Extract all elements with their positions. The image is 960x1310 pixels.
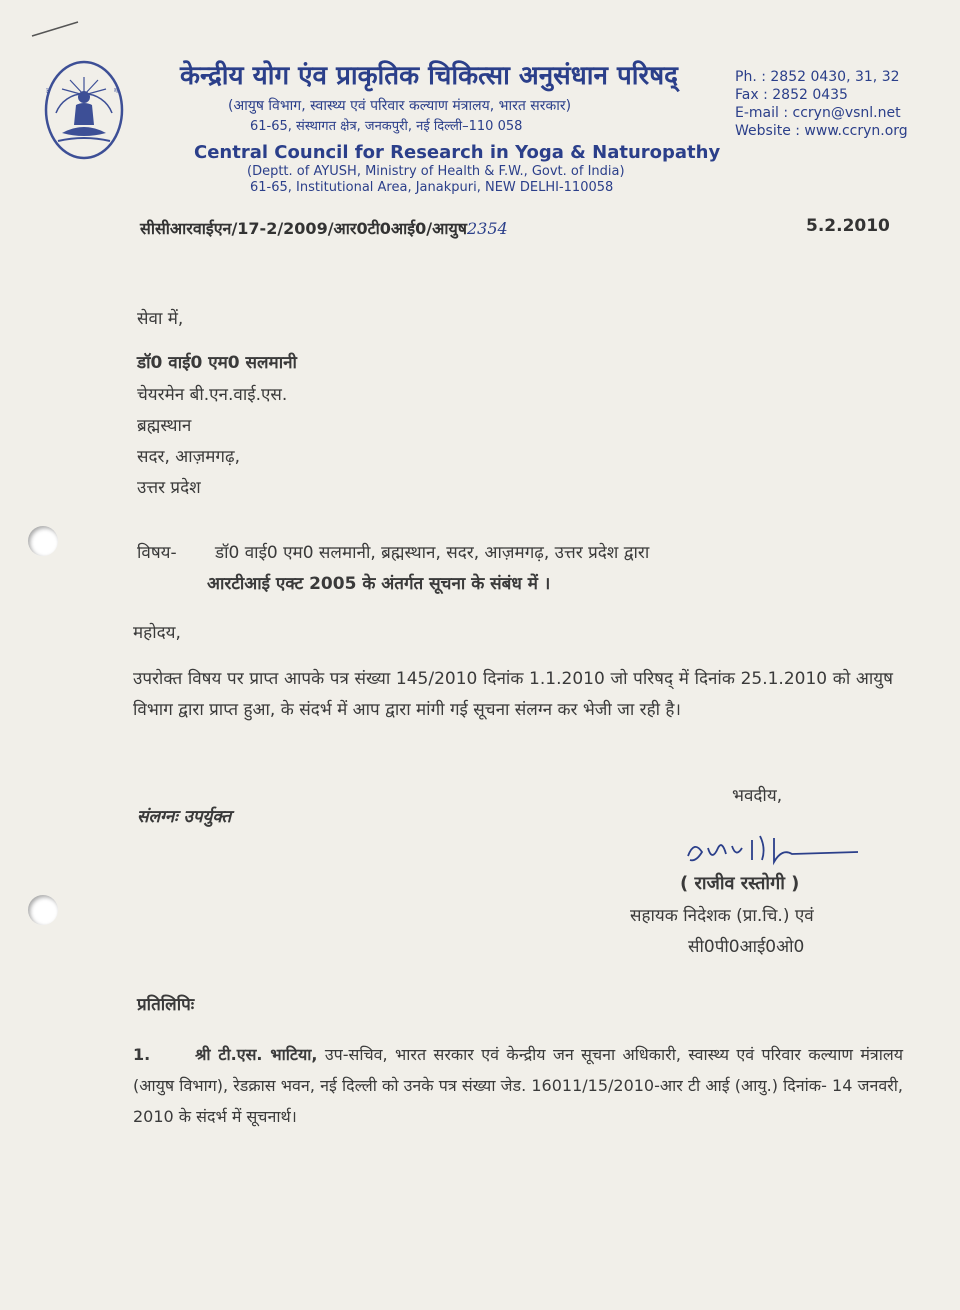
handwritten-signature-icon — [682, 818, 862, 878]
org-name-hindi: केन्द्रीय योग एंव प्राकृतिक चिकित्सा अनुसंधान परिषद् — [180, 61, 678, 91]
pen-mark-icon — [30, 18, 80, 38]
salutation-to: सेवा में, — [137, 309, 184, 329]
recipient-address-line2: सदर, आज़मगढ़, — [137, 447, 240, 467]
address-english: 61-65, Institutional Area, Janakpuri, NEW DELHI-110058 — [250, 180, 614, 195]
recipient-designation: चेयरमेन बी.एन.वाई.एस. — [137, 385, 288, 405]
phone: Ph. : 2852 0430, 31, 32 — [735, 69, 900, 85]
copy-to-label: प्रतिलिपिः — [137, 995, 195, 1015]
recipient-name: डॉ0 वाई0 एम0 सलमानी — [137, 353, 297, 373]
ministry-english: (Deptt. of AYUSH, Ministry of Health & F.W., Govt. of India) — [247, 164, 625, 179]
fax: Fax : 2852 0435 — [735, 87, 848, 103]
enclosure: संलग्नः उपर्युक्त — [137, 807, 232, 827]
punch-hole — [28, 526, 58, 556]
contact-block — [735, 68, 908, 140]
ministry-hindi: (आयुष विभाग, स्वास्थ्य एवं परिवार कल्याण मंत्रालय, भारत सरकार) — [228, 98, 572, 114]
letter-date: 5.2.2010 — [806, 216, 890, 236]
signatory-designation1: सहायक निदेशक (प्रा.चि.) एवं — [630, 906, 814, 926]
copy-number: 1. — [133, 1045, 151, 1064]
email: E-mail : ccryn@vsnl.net — [735, 105, 901, 121]
yoga-meditation-logo-icon — [22, 55, 162, 165]
subject-line1: डॉ0 वाई0 एम0 सलमानी, ब्रह्मस्थान, सदर, आज़मगढ़, उत्तर प्रदेश द्वारा — [215, 543, 650, 563]
subject-label: विषय- — [137, 543, 177, 563]
signatory-designation2: सी0पी0आई0ओ0 — [688, 937, 805, 957]
subject-line2: आरटीआई एक्ट 2005 के अंतर्गत सूचना के संबंध में । — [207, 574, 551, 594]
ref-printed: सीसीआरवाईएन/17-2/2009/आर0टी0आई0/आयुष — [140, 219, 467, 238]
org-name-english: Central Council for Research in Yoga & Naturopathy — [194, 142, 721, 163]
copy-name: श्री टी.एस. भाटिया, — [195, 1045, 318, 1064]
copy-text: उप-सचिव, भारत सरकार एवं केन्द्रीय जन सूचना अधिकारी, स्वास्थ्य एवं परिवार कल्याण मंत्रालय (आयुष विभाग), रेडक्रास भवन, नई दिल्ली को उनके पत्र संख्या जेड. 16011/15/2010-आर टी आई (आयु.) दिनांक- 14 जनवरी, 2010 के संदर्भ में सूचनार्थ। — [133, 1045, 904, 1126]
svg-text:ज्ञ: ज्ञ — [46, 87, 51, 95]
recipient-address-line1: ब्रह्मस्थान — [137, 416, 192, 436]
recipient-address-line3: उत्तर प्रदेश — [137, 478, 201, 498]
punch-hole — [28, 895, 58, 925]
ref-handwritten: 2354 — [466, 219, 508, 238]
copy-to-item — [133, 1039, 903, 1132]
greeting: महोदय, — [133, 623, 181, 643]
body-paragraph: उपरोक्त विषय पर प्राप्त आपके पत्र संख्या 145/2010 दिनांक 1.1.2010 जो परिषद् में दिनांक 25.1.2010 को आयुष विभाग द्वारा प्राप्त हुआ, के संदर्भ में आप द्वारा मांगी गई सूचना संलग्न कर भेजी जा रही है। — [133, 669, 893, 720]
reference-number — [140, 217, 508, 239]
website: Website : www.ccryn.org — [735, 123, 908, 139]
address-hindi: 61-65, संस्थागत क्षेत्र, जनकपुरी, नई दिल्ली–110 058 — [250, 119, 523, 134]
subject — [137, 538, 897, 600]
signatory-name: ( राजीव रस्तोगी ) — [680, 873, 800, 894]
closing: भवदीय, — [732, 786, 783, 806]
svg-text:ग: ग — [114, 87, 118, 95]
